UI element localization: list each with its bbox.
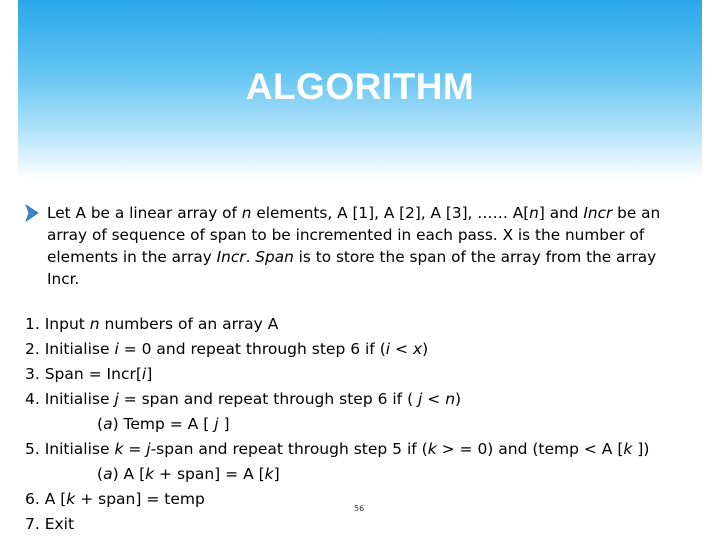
step-5: 5. Initialise k = j-span and repeat through step 5 if (k > = 0) and (temp < A [k ]) [25,440,650,458]
step-6: 6. A [k + span] = temp [25,490,205,508]
step-3: 3. Span = Incr[i] [25,365,153,383]
step-2: 2. Initialise i = 0 and repeat through step 6 if (i < x) [25,340,429,358]
page-number: 56 [354,504,365,513]
step-4a: (a) Temp = A [ j ] [97,415,230,433]
step-7: 7. Exit [25,515,75,533]
intro-text: Let A be a linear array of n elements, A [1], A [2], A [3], …… A[n] and Incr be an array of sequence of span to be incremented in each pass. X is the number of elements in the array Incr. Span is to store the span of the array from the array Incr. [47,204,661,288]
slide-title: ALGORITHM [245,66,475,107]
intro-bullet [25,202,685,290]
step-4: 4. Initialise j = span and repeat through step 6 if ( j < n) [25,390,462,408]
arrow-bullet-icon [25,204,39,222]
step-1: 1. Input n numbers of an array A [25,315,279,333]
algorithm-steps [25,312,705,537]
step-5a: (a) A [k + span] = A [k] [97,465,280,483]
